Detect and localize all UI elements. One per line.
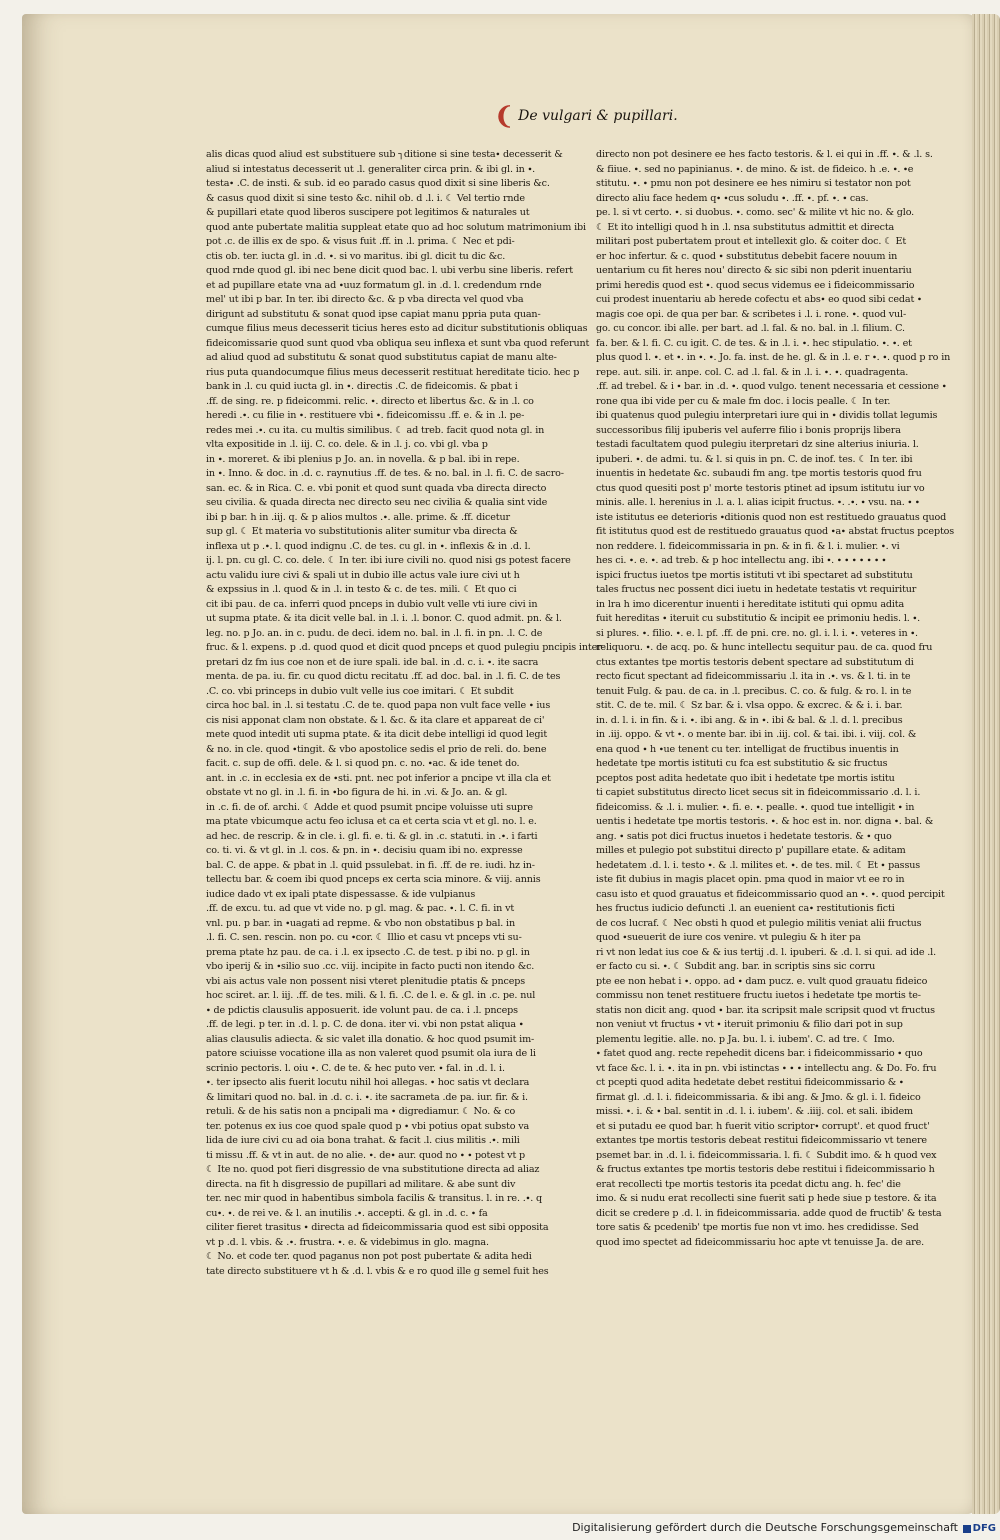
text-line: ad aliud quod ad substitutu & sonat quod substitutus capiat de manu alte- xyxy=(206,352,557,363)
text-line: quod ante pubertate malitia suppleat etate quo ad hoc solutum matrimonium ibi xyxy=(206,221,586,233)
text-line: directo aliu face hedem q∙ ∙cus soludu ∙. .ff. ∙. pf. ∙. ∙ cas. xyxy=(596,192,869,204)
text-line: ipuberi. ∙. de admi. tu. & l. si quis in pn. C. de inof. tes. ☾ In ter. ibi xyxy=(596,453,913,465)
text-line: hedetatem .d. l. i. testo ∙. & .l. milites et. ∙. de tes. mil. ☾ Et ∙ passus xyxy=(596,859,921,871)
text-line: ∙. ter ipsecto alis fuerit locutu nihil hoi allegas. ∙ hoc satis vt declara xyxy=(206,1077,530,1088)
text-line: ij. l. pn. cu gl. C. co. dele. ☾ In ter. ibi iure civili no. quod nisi gs potest facere xyxy=(206,555,571,566)
text-line: aliud si intestatus decesserit ut .l. generaliter circa prin. & ibi gl. in ∙. xyxy=(206,163,536,175)
text-line: ad hec. de rescrip. & in cle. i. gl. fi. e. ti. & gl. in .c. statuti. in .∙. i farti xyxy=(206,830,538,842)
text-line: imo. & si nudu erat recollecti sine fuerit sati p hede siue p testore. & ita xyxy=(596,1193,937,1204)
text-line: ispici fructus iuetos tpe mortis istituti vt ibi spectaret ad substitutu xyxy=(596,569,913,581)
text-line: er hoc infertur. & c. quod ∙ substitutus debebit facere nouum in xyxy=(596,250,898,262)
text-line: alias clausulis adiecta. & sic valet illa donatio. & hoc quod psumit im- xyxy=(206,1033,535,1045)
text-line: fa. ber. & l. fi. C. cu igit. C. de tes. & in .l. i. ∙. hec stipulatio. ∙. ∙. et xyxy=(596,337,912,349)
text-line: ma ptate vbicumque actu feo iclusa et ca et certa scia vt et gl. no. l. e. xyxy=(206,816,537,827)
text-line: ibi p bar. h in .iij. q. & p alios multos .∙. alle. prime. & .ff. dicetur xyxy=(206,511,510,523)
text-line: menta. de pa. iu. fir. cu quod dictu recitatu .ff. ad doc. bal. in .l. fi. C. de tes xyxy=(206,671,561,682)
text-line: in ∙. moreret. & ibi plenius p Jo. an. in novella. & p bal. ibi in repe. xyxy=(206,453,520,465)
text-line: fideicomissarie quod sunt quod vba obliqua seu inflexa et sunt vba quod referunt xyxy=(206,337,590,349)
page-edges xyxy=(972,14,1000,1514)
text-line: & casus quod dixit si sine testo &c. nihil ob. d .l. i. ☾ Vel tertio rnde xyxy=(206,192,525,204)
text-line: .ff. de excu. tu. ad que vt vide no. p gl. mag. & pac. ∙. l. C. fi. in vt xyxy=(206,903,515,914)
text-line: & no. in cle. quod ∙tingit. & vbo apostolice sedis el prio de reli. do. bene xyxy=(206,743,547,755)
text-line: tate directo substituere vt h & .d. l. vbis & e ro quod ille g semel fuit hes xyxy=(206,1265,549,1277)
text-line: vt p .d. l. vbis. & .∙. frustra. ∙. e. & videbimus in glo. magna. xyxy=(206,1236,489,1248)
dfg-logo-text: DFG xyxy=(972,1523,996,1534)
text-line: seu civilia. & quada directa nec directo seu nec civilia & qualia sint vide xyxy=(206,497,548,508)
text-line: rone qua ibi vide per cu & male fm doc. i locis pealle. ☾ In ter. xyxy=(596,395,891,407)
text-line: & pupillari etate quod liberos suscipere pot legitimos & naturales ut xyxy=(206,207,530,218)
text-line: hes fructus iudicio defuncti .l. an euenient ca∙ restitutionis ficti xyxy=(596,903,895,914)
text-line: ☾ Ite no. quod pot fieri disgressio de vna substitutione directa ad aliaz xyxy=(206,1164,540,1175)
text-line: ang. ∙ satis pot dici fructus inuetos i hedetate testoris. & ∙ quo xyxy=(596,830,892,842)
text-line: ☾ No. et code ter. quod paganus non pot post pubertate & adita hedi xyxy=(206,1251,532,1262)
text-line: in .c. fi. de of. archi. ☾ Adde et quod psumit pncipe voluisse uti supre xyxy=(206,801,533,813)
text-line: patore sciuisse vocatione illa as non valeret quod psumit ola iura de li xyxy=(206,1048,536,1059)
text-line: .ff. de sing. re. p fideicommi. relic. ∙. directo et libertus &c. & in .l. co xyxy=(206,395,534,407)
text-line: tore satis & pcedenib' tpe mortis fue non vt imo. hes credidisse. Sed xyxy=(596,1222,919,1233)
text-line: inuentis in hedetate &c. subaudi fm ang. tpe mortis testoris quod fru xyxy=(596,468,922,479)
dfg-logo xyxy=(963,1521,996,1536)
text-line: inflexa ut p .∙. l. quod indignu .C. de tes. cu gl. in ∙. inflexis & in .d. l. xyxy=(206,540,531,552)
text-line: & expssius in .l. quod & in .l. in testo & c. de tes. mili. ☾ Et quo ci xyxy=(206,584,517,595)
text-line: ant. in .c. in ecclesia ex de ∙sti. pnt. nec pot inferior a pncipe vt illa cla et xyxy=(206,772,551,784)
text-line: testadi facultatem quod pulegiu iterpretari dz sine alterius iniuria. l. xyxy=(596,439,919,450)
right-text-column xyxy=(596,148,955,1268)
text-line: in lra h imo dicerentur inuenti i hereditate istituti qui opmu adita xyxy=(596,598,905,610)
text-line: dicit se credere p .d. l. in fideicommissaria. adde quod de fructib' & testa xyxy=(596,1207,942,1219)
text-line: testa∙ .C. de insti. & sub. id eo parado casus quod dixit si sine liberis &c. xyxy=(206,178,550,189)
text-line: militari post pubertatem prout et intellexit glo. & coiter doc. ☾ Et xyxy=(596,236,907,247)
text-line: non reddere. l. fideicommissaria in pn. & in fi. & l. i. mulier. ∙. vi xyxy=(596,540,900,552)
text-line: ti capiet substitutus directo licet secus sit in fideicommissario .d. l. i. xyxy=(596,787,921,798)
text-line: bal. C. de appe. & pbat in .l. quid pssulebat. in fi. .ff. de re. iudi. hz in- xyxy=(206,859,535,871)
text-line: directa. na fit h disgressio de pupillari ad militare. & abe sunt div xyxy=(206,1178,516,1190)
text-line: non veniut vt fructus ∙ vt ∙ iteruit primoniu & filio dari pot in sup xyxy=(596,1019,903,1030)
text-line: actu validu iure civi & spali ut in dubio ille actus vale iure civi ut h xyxy=(206,569,520,581)
text-line: firmat gl. .d. l. i. fideicommissaria. & ibi ang. & Jmo. & gl. i. l. fideico xyxy=(596,1091,921,1103)
text-line: missi. ∙. i. & ∙ bal. sentit in .d. l. i. iubem'. & .iiij. col. et sali. ibidem xyxy=(596,1106,913,1117)
text-line: vt face &c. l. i. ∙. ita in pn. vbi istinctas ∙ ∙ ∙ intellectu ang. & Do. Fo. fru xyxy=(596,1062,937,1074)
text-line: de cos lucraf. ☾ Nec obsti h quod et pulegio militis veniat alii fructus xyxy=(596,917,922,929)
text-line: & limitari quod no. bal. in .d. c. i. ∙. ite sacrameta .de pa. iur. fir. & i. xyxy=(206,1091,528,1103)
text-line: in ∙. Inno. & doc. in .d. c. raynutius .ff. de tes. & no. bal. in .l. fi. C. de sacro- xyxy=(206,468,564,479)
text-line: quod rnde quod gl. ibi nec bene dicit quod bac. l. ubi verbu sine liberis. refert xyxy=(206,265,573,276)
text-line: redes mei .∙. cu ita. cu multis similibus. ☾ ad treb. facit quod nota gl. in xyxy=(206,424,545,436)
text-line: & fiiue. ∙. sed no papinianus. ∙. de mino. & ist. de fideico. h .e. ∙. ∙e xyxy=(596,163,914,175)
text-line: mel' ut ibi p bar. In ter. ibi directo &c. & p vba directa vel quod vba xyxy=(206,294,524,305)
text-line: er facto cu si. ∙. ☾ Subdit ang. bar. in scriptis sins sic corru xyxy=(596,961,876,972)
text-line: reliquoru. ∙. de acq. po. & hunc intellectu sequitur pau. de ca. quod fru xyxy=(596,642,933,653)
text-line: ri vt non ledat ius coe & & ius tertij .d. l. ipuberi. & .d. l. si qui. ad ide .l. xyxy=(596,946,936,958)
text-line: iste istitutus ee deterioris ∙ditionis quod non est restituedo grauatus quod xyxy=(596,511,947,523)
text-line: plementu legitie. alle. no. p Ja. bu. l. i. iubem'. C. ad tre. ☾ Imo. xyxy=(596,1033,895,1045)
text-line: vnl. pu. p bar. in ∙uagati ad repme. & vbo non obstatibus p bal. in xyxy=(206,917,515,929)
text-line: cis nisi apponat clam non obstate. & l. &c. & ita clare et appareat de ci' xyxy=(206,714,545,726)
text-line: heredi .∙. cu filie in ∙. restituere vbi ∙. fideicomissu .ff. e. & in .l. pe- xyxy=(206,410,525,421)
text-line: retuli. & de his satis non a pncipali ma ∙ digrediamur. ☾ No. & co xyxy=(206,1106,516,1117)
text-line: in. d. l. i. in fin. & i. ∙. ibi ang. & in ∙. ibi & bal. & .l. d. l. precibus xyxy=(596,714,903,726)
text-line: ti missu .ff. & vt in aut. de no alie. ∙. de∙ aur. quod no ∙ ∙ potest vt p xyxy=(206,1149,526,1161)
text-line: ∙ de pdictis clausulis apposuerit. ide volunt pau. de ca. i .l. pnceps xyxy=(206,1004,518,1016)
text-line: stitutu. ∙. ∙ pmu non pot desinere ee hes nimiru si testator non pot xyxy=(596,178,911,189)
digitization-footer xyxy=(0,1517,1000,1540)
text-line: ∙ fatet quod ang. recte repehedit dicens bar. i fideicommissario ∙ quo xyxy=(596,1048,923,1059)
text-line: stit. C. de te. mil. ☾ Sz bar. & i. vlsa oppo. & excrec. & & i. i. bar. xyxy=(596,700,903,711)
text-line: primi heredis quod est ∙. quod secus videmus ee i fideicommissario xyxy=(596,279,915,291)
text-line: commissu non tenet restituere fructu iuetos i hedetate tpe mortis te- xyxy=(596,990,921,1001)
text-line: co. ti. vi. & vt gl. in .l. cos. & pn. in ∙. decisiu quam ibi no. expresse xyxy=(206,845,523,856)
text-line: magis coe opi. de qua per bar. & scribetes i .l. i. rone. ∙. quod vul- xyxy=(596,308,907,320)
text-line: .l. fi. C. sen. rescin. non po. cu ∙cor. ☾ Illio et casu vt pnceps vti su- xyxy=(206,932,522,943)
text-line: iudice dado vt ex ipali ptate dispessasse. & ide vulpianus xyxy=(206,888,476,900)
text-line: milles et pulegio pot substitui directo p' pupillare etate. & aditam xyxy=(596,845,906,856)
text-line: vlta expositide in .l. iij. C. co. dele. & in .l. j. co. vbi gl. vba p xyxy=(206,439,488,450)
text-line: iste fit dubius in magis placet opin. pma quod in maior vt ee ro in xyxy=(596,874,905,885)
running-title: De vulgari & pupillari. xyxy=(518,108,678,124)
text-line: minis. alle. l. herenius in .l. a. l. alias icipit fructus. ∙. .∙. ∙ vsu. na. ∙ ∙ xyxy=(596,497,920,508)
text-line: quod imo spectet ad fideicommissariu hoc apte vt tenuisse Ja. de are. xyxy=(596,1236,925,1248)
funding-credit: Digitalisierung gefördert durch die Deutsche Forschungsgemeinschaft xyxy=(572,1521,958,1534)
text-line: ter. nec mir quod in habentibus simbola facilis & transitus. l. in re. .∙. q xyxy=(206,1193,543,1204)
text-line: leg. no. p Jo. an. in c. pudu. de deci. idem no. bal. in .l. fi. in pn. .l. C. de xyxy=(206,627,543,639)
text-line: si plures. ∙. filio. ∙. e. l. pf. .ff. de pni. cre. no. gl. i. l. i. ∙. veteres in ∙. xyxy=(596,627,918,639)
text-line: .ff. de legi. p ter. in .d. l. p. C. de dona. iter vi. vbi non pstat aliqua ∙ xyxy=(206,1019,524,1030)
text-line: ut supma ptate. & ita dicit velle bal. in .l. i. .l. bonor. C. quod admit. pn. & l. xyxy=(206,613,562,624)
text-line: mete quod intedit uti supma ptate. & ita dicit debe intelligi id quod legit xyxy=(206,729,548,740)
text-line: ibi quatenus quod pulegiu interpretari iure qui in ∙ dividis tollat legumis xyxy=(596,410,938,421)
text-line: pceptos post adita hedetate quo ibit i hedetate tpe mortis istitu xyxy=(596,772,895,784)
text-line: sup gl. ☾ Et materia vo substitutionis aliter sumitur vba directa & xyxy=(206,526,518,537)
text-line: et si putadu ee quod bar. h fuerit vitio scriptor∙ corrupt'. et quod fruct' xyxy=(596,1120,930,1132)
text-line: vbi ais actus vale non possent nisi vteret plenitudie ptatis & pnceps xyxy=(206,975,525,987)
text-line: hes ci. ∙. e. ∙. ad treb. & p hoc intellectu ang. ibi ∙. ∙ ∙ ∙ ∙ ∙ ∙ ∙ xyxy=(596,555,887,566)
text-line: pte ee non hebat i ∙. oppo. ad ∙ dam pucz. e. vult quod grauatu fideico xyxy=(596,975,928,987)
text-line: cit ibi pau. de ca. inferri quod pnceps in dubio vult velle vti iure civi in xyxy=(206,598,538,610)
text-line: hoc sciret. ar. l. iij. .ff. de tes. mili. & l. fi. .C. de l. e. & gl. in .c. pe. nul xyxy=(206,990,536,1001)
text-line: fruc. & l. expens. p .d. quod quod et dicit quod pnceps et quod pulegiu pncipis inter- xyxy=(206,642,605,653)
text-line: dirigunt ad substitutu & sonat quod ipse capiat manu ppria puta quan- xyxy=(206,308,541,320)
text-line: go. cu concor. ibi alle. per bart. ad .l. fal. & no. bal. in .l. filium. C. xyxy=(596,323,905,334)
text-line: uentarium cu fit heres nou' directo & sic sibi non pderit inuentariu xyxy=(596,265,912,276)
text-line: statis non dicit ang. quod ∙ bar. ita scripsit male scripsit quod vt fructus xyxy=(596,1004,935,1016)
text-line: in .iij. oppo. & vt ∙. o mente bar. ibi in .iij. col. & tai. ibi. i. viij. col. & xyxy=(596,729,917,740)
dfg-logo-icon xyxy=(963,1525,971,1533)
text-line: fuit hereditas ∙ iteruit cu substitutio & incipit ee primoniu hedis. l. ∙. xyxy=(596,613,920,624)
text-line: san. ec. & in Rica. C. e. vbi ponit et quod sunt quada vba directa directo xyxy=(206,482,547,494)
text-line: pretari dz fm ius coe non et de iure spali. ide bal. in .d. c. i. ∙. ite sacra xyxy=(206,656,539,668)
text-line: ciliter fieret trasitus ∙ directa ad fideicommissaria quod est sibi opposita xyxy=(206,1222,549,1233)
text-line: et ad pupillare etate vna ad ∙uuz formatum gl. in .d. l. credendum rnde xyxy=(206,279,542,291)
text-line: quod ∙sueuerit de iure cos venire. vt pulegiu & h iter pa xyxy=(596,932,861,943)
text-line: prema ptate hz pau. de ca. i .l. ex ipsecto .C. de test. p ibi no. p gl. in xyxy=(206,946,530,958)
text-line: obstate vt no gl. in .l. fi. in ∙bo figura de hi. in .vi. & Jo. an. & gl. xyxy=(206,787,508,798)
text-line: scrinio pectoris. l. oiu ∙. C. de te. & hec puto ver. ∙ fal. in .d. l. i. xyxy=(206,1062,505,1074)
text-line: ctis ob. ter. iucta gl. in .d. ∙. si vo maritus. ibi gl. dicit tu dic &c. xyxy=(206,250,506,262)
text-line: directo non pot desinere ee hes facto testoris. & l. ei qui in .ff. ∙. & .l. s. xyxy=(596,149,933,160)
text-line: cui prodest inuentariu ab herede cofectu et abs∙ eo quod sibi cedat ∙ xyxy=(596,294,922,305)
text-line: fit istitutus quod est de restituedo grauatus quod ∙a∙ abstat fructus pceptos xyxy=(596,526,955,537)
text-line: cu∙. ∙. de rei ve. & l. an inutilis .∙. accepti. & gl. in .d. c. ∙ fa xyxy=(206,1207,488,1219)
text-line: ctus quod quesiti post p' morte testoris ptinet ad ipsum istitutu iur vo xyxy=(596,482,925,494)
text-line: .ff. ad trebel. & i ∙ bar. in .d. ∙. quod vulgo. tenent necessaria et cessione ∙ xyxy=(596,381,947,392)
left-text-column xyxy=(206,148,605,1277)
text-line: ctus extantes tpe mortis testoris debent spectare ad substitutum di xyxy=(596,656,914,668)
text-line: cumque filius meus decesserit ticius heres esto ad dicitur substitutionis obliquas xyxy=(206,323,588,334)
text-line: pe. l. si vt certo. ∙. si duobus. ∙. como. sec' & milite vt hic no. & glo. xyxy=(596,207,915,218)
text-line: plus quod l. ∙. et ∙. in ∙. ∙. Jo. fa. inst. de he. gl. & in .l. e. r ∙. ∙. quod p ro in xyxy=(596,352,951,363)
text-line: facit. c. sup de offi. dele. & l. si quod pn. c. no. ∙ac. & ide tenet do. xyxy=(206,758,520,769)
text-line: psemet bar. in .d. l. i. fideicommissaria. l. fi. ☾ Subdit imo. & h quod vex xyxy=(596,1149,937,1161)
text-line: lida de iure civi cu ad oia bona trahat. & facit .l. cius militis .∙. mili xyxy=(206,1135,520,1146)
text-line: erat recollecti tpe mortis testoris ita pcedat dictu ang. h. fec' die xyxy=(596,1178,901,1190)
text-line: extantes tpe mortis testoris debeat restitui fideicommissario vt tenere xyxy=(596,1135,927,1146)
text-line: casu isto et quod grauatus et fideicommissario quod an ∙. ∙. quod percipit xyxy=(596,888,945,900)
text-line: pot .c. de illis ex de spo. & visus fuit .ff. in .l. prima. ☾ Nec et pdi- xyxy=(206,236,515,247)
running-header xyxy=(494,101,678,130)
text-line: tales fructus nec possent dici iuetu in hedetate testatis vt requiritur xyxy=(596,584,917,595)
text-line: tellectu bar. & coem ibi quod pnceps ex certa scia minore. & viij. annis xyxy=(206,874,541,885)
text-line: bank in .l. cu quid iucta gl. in ∙. directis .C. de fideicomis. & pbat i xyxy=(206,381,518,392)
text-line: alis dicas quod aliud est substituere sub ┐ditione si sine testa∙ decesserit & xyxy=(206,149,563,160)
rubricated-initial-icon: ❨ xyxy=(494,101,515,130)
text-line: rius puta quandocumque filius meus decesserit restituat hereditate ticio. hec p xyxy=(206,366,580,378)
text-line: ☾ Et ito intelligi quod h in .l. nsa substitutus admittit et directa xyxy=(596,221,895,233)
text-line: ter. potenus ex ius coe quod spale quod p ∙ vbi potius opat substo va xyxy=(206,1120,530,1132)
text-line: fideicomiss. & .l. i. mulier. ∙. fi. e. ∙. pealle. ∙. quod tue intelligit ∙ in xyxy=(596,801,915,813)
text-line: recto ficut spectant ad fideicommissariu .l. ita in .∙. vs. & l. ti. in te xyxy=(596,671,911,682)
text-line: ena quod ∙ h ∙ue tenent cu ter. intelligat de fructibus inuentis in xyxy=(596,743,899,755)
text-line: tenuit Fulg. & pau. de ca. in .l. precibus. C. co. & fulg. & ro. l. in te xyxy=(596,685,912,697)
text-line: .C. co. vbi princeps in dubio vult velle ius coe imitari. ☾ Et subdit xyxy=(206,685,514,697)
text-line: uentis i hedetate tpe mortis testoris. ∙. & hoc est in. nor. digna ∙. bal. & xyxy=(596,816,934,827)
text-line: hedetate tpe mortis istituti cu fca est substitutio & sic fructus xyxy=(596,758,888,769)
text-line: & fructus extantes tpe mortis testoris debe restitui i fideicommissario h xyxy=(596,1164,935,1175)
text-line: successoribus filij ipuberis vel auferre filio i bonis proprijs libera xyxy=(596,424,901,436)
text-line: repe. aut. sili. ir. anpe. col. C. ad .l. fal. & in .l. i. ∙. ∙. quadragenta. xyxy=(596,366,909,378)
text-line: ct pcepti quod adita hedetate debet restitui fideicommissario & ∙ xyxy=(596,1077,904,1088)
text-line: vbo iperij & in ∙silio suo .cc. viij. incipite in facto pucti non itendo &c. xyxy=(206,961,535,972)
text-line: circa hoc bal. in .l. si testatu .C. de te. quod papa non vult face velle ∙ ius xyxy=(206,700,551,711)
